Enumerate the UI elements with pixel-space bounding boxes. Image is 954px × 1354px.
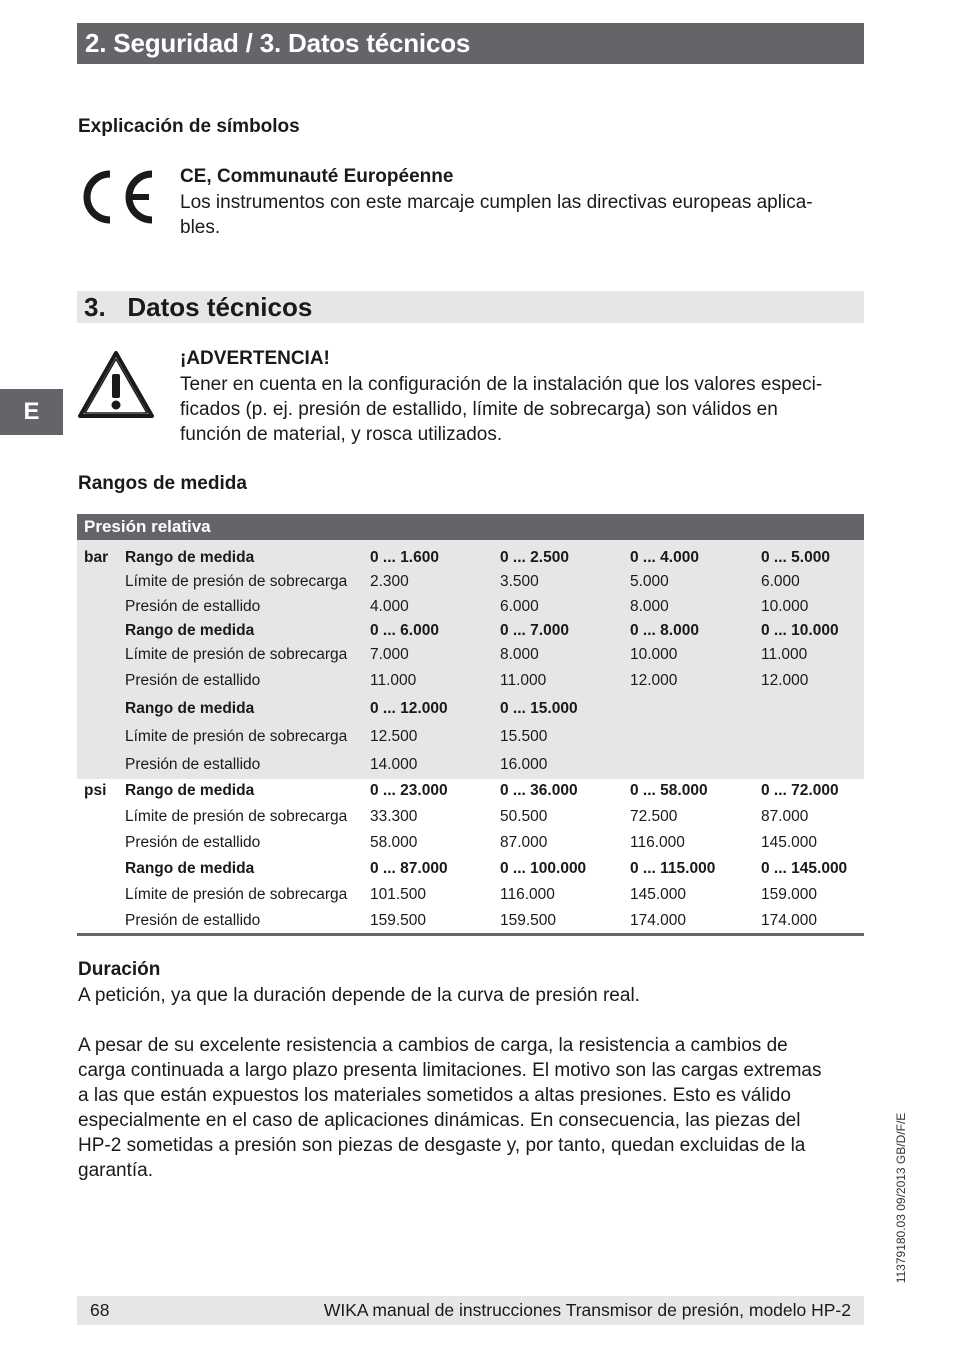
table-unit-label: psi [84, 782, 107, 799]
table-cell: 0 ... 15.000 [500, 700, 578, 717]
table-cell: 72.500 [630, 808, 678, 825]
page-title: 2. Seguridad / 3. Datos técnicos [85, 28, 471, 58]
table-bottom-rule [77, 933, 864, 936]
table-cell: 0 ... 72.000 [761, 782, 839, 799]
table-row-label: Rango de medida [125, 622, 255, 639]
table-cell: 8.000 [500, 646, 539, 663]
table-cell: 12.000 [761, 672, 809, 689]
table-cell: 10.000 [761, 598, 809, 615]
table-row-label: Presión de estallido [125, 912, 261, 929]
section-title: 3. Datos técnicos [84, 292, 313, 322]
table-cell: 11.000 [761, 646, 808, 663]
duration-heading: Duración [78, 959, 161, 980]
table-cell: 7.000 [370, 646, 409, 663]
table-row-label: Rango de medida [125, 860, 255, 877]
table-cell: 8.000 [630, 598, 669, 615]
language-tab: E [0, 389, 63, 435]
table-cell: 0 ... 7.000 [500, 622, 569, 639]
table-row-label: Rango de medida [125, 549, 255, 566]
table-row-label: Presión de estallido [125, 834, 261, 851]
table-cell: 6.000 [500, 598, 539, 615]
table-cell: 0 ... 6.000 [370, 622, 439, 639]
duration-paragraph-line: HP-2 sometidas a presión son piezas de desgaste y, por tanto, quedan excluidas de la [78, 1135, 806, 1156]
document-code [894, 1100, 908, 1295]
table-cell: 174.000 [761, 912, 818, 929]
table-cell: 2.300 [370, 573, 409, 590]
table-cell: 145.000 [630, 886, 687, 903]
table-cell: 159.000 [761, 886, 818, 903]
ce-description-line-2: bles. [180, 217, 221, 238]
table-cell: 159.500 [370, 912, 427, 929]
table-cell: 58.000 [370, 834, 418, 851]
ranges-heading: Rangos de medida [78, 473, 247, 494]
table-cell: 0 ... 1.600 [370, 549, 439, 566]
table-row-label: Presión de estallido [125, 756, 261, 773]
warning-line-1: Tener en cuenta en la configuración de la instalación que los valores especi- [180, 374, 823, 395]
table-cell: 5.000 [630, 573, 669, 590]
table-cell: 145.000 [761, 834, 818, 851]
table-cell: 0 ... 5.000 [761, 549, 830, 566]
table-cell: 0 ... 12.000 [370, 700, 448, 717]
symbols-heading: Explicación de símbolos [78, 116, 300, 137]
table-cell: 14.000 [370, 756, 418, 773]
table-row-label: Límite de presión de sobrecarga [125, 886, 348, 903]
ce-mark-icon [76, 168, 156, 226]
table-cell: 10.000 [630, 646, 678, 663]
table-cell: 0 ... 115.000 [630, 860, 716, 877]
table-cell: 0 ... 2.500 [500, 549, 569, 566]
table-cell: 12.000 [630, 672, 678, 689]
table-cell: 0 ... 58.000 [630, 782, 708, 799]
table-cell: 87.000 [761, 808, 809, 825]
duration-text: A petición, ya que la duración depende de la curva de presión real. [78, 985, 640, 1006]
duration-paragraph-line: especialmente en el caso de aplicaciones dinámicas. En consecuencia, las piezas del [78, 1110, 801, 1131]
table-title: Presión relativa [84, 517, 211, 536]
warning-line-2: ficados (p. ej. presión de estallido, límite de sobrecarga) son válidos en [180, 399, 778, 420]
table-row-label: Límite de presión de sobrecarga [125, 646, 348, 663]
duration-paragraph-line: carga continuada a largo plazo presenta limitaciones. El motivo son las cargas extremas [78, 1060, 822, 1081]
table-cell: 116.000 [630, 834, 685, 851]
table-cell: 116.000 [500, 886, 555, 903]
table-row-label: Presión de estallido [125, 598, 261, 615]
table-cell: 0 ... 8.000 [630, 622, 699, 639]
document-code-text: 11379180.03 09/2013 GB/D/F/E [894, 1112, 908, 1283]
table-cell: 0 ... 145.000 [761, 860, 848, 877]
table-cell: 15.500 [500, 728, 548, 745]
table-cell: 4.000 [370, 598, 409, 615]
table-row-label: Rango de medida [125, 700, 255, 717]
warning-line-3: función de material, y rosca utilizados. [180, 424, 503, 445]
table-row-label: Límite de presión de sobrecarga [125, 808, 348, 825]
duration-paragraph-line: a las que están expuestos los materiales sometidos a altas presiones. Esto es válido [78, 1085, 791, 1106]
ce-description-line-1: Los instrumentos con este marcaje cumplen las directivas europeas aplica- [180, 192, 813, 213]
table-cell: 174.000 [630, 912, 687, 929]
warning-icon [76, 348, 156, 420]
table-cell: 0 ... 36.000 [500, 782, 578, 799]
ce-title: CE, Communauté Européenne [180, 166, 454, 187]
table-cell: 3.500 [500, 573, 539, 590]
table-cell: 0 ... 23.000 [370, 782, 448, 799]
table-cell: 0 ... 4.000 [630, 549, 699, 566]
table-cell: 12.500 [370, 728, 418, 745]
page-number: 68 [90, 1300, 110, 1320]
table-cell: 6.000 [761, 573, 800, 590]
table-row-label: Rango de medida [125, 782, 255, 799]
table-cell: 87.000 [500, 834, 548, 851]
table-cell: 33.300 [370, 808, 418, 825]
table-cell: 0 ... 10.000 [761, 622, 839, 639]
duration-paragraph-line: A pesar de su excelente resistencia a cambios de carga, la resistencia a cambios de [78, 1035, 788, 1056]
table-cell: 101.500 [370, 886, 427, 903]
table-row-label: Presión de estallido [125, 672, 261, 689]
table-cell: 0 ... 100.000 [500, 860, 587, 877]
duration-paragraph-line: garantía. [78, 1160, 153, 1181]
table-unit-label: bar [84, 549, 109, 566]
footer-text: WIKA manual de instrucciones Transmisor de presión, modelo HP-2 [323, 1300, 851, 1320]
table-row-label: Límite de presión de sobrecarga [125, 728, 348, 745]
warning-title: ¡ADVERTENCIA! [180, 348, 330, 369]
table-cell: 11.000 [500, 672, 547, 689]
table-cell: 50.500 [500, 808, 548, 825]
table-cell: 16.000 [500, 756, 548, 773]
table-cell: 11.000 [370, 672, 417, 689]
table-cell: 159.500 [500, 912, 557, 929]
table-row-label: Límite de presión de sobrecarga [125, 573, 348, 590]
table-cell: 0 ... 87.000 [370, 860, 448, 877]
